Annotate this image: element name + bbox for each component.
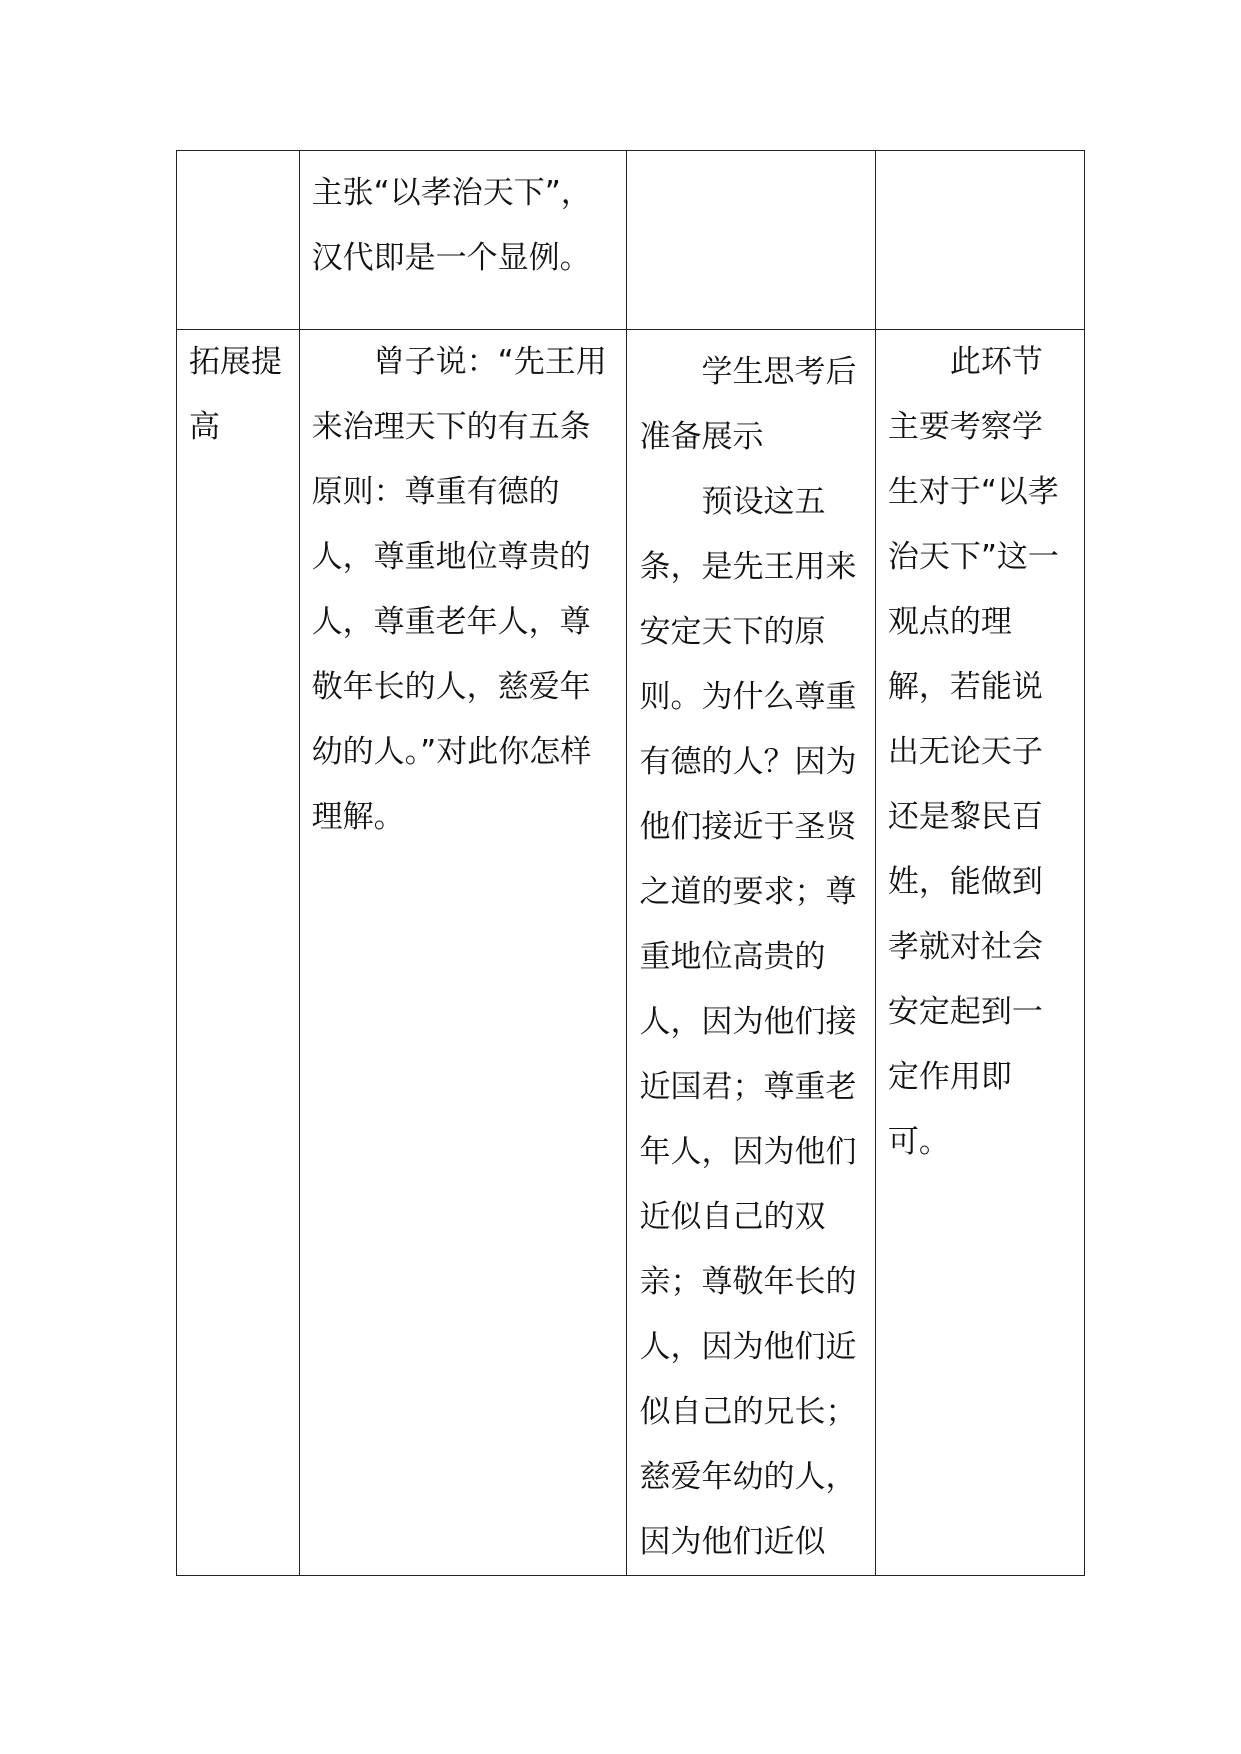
content-cell	[299, 330, 627, 1576]
table-row	[177, 151, 1085, 330]
stage-cell	[177, 151, 300, 330]
activity-text: 预设这五条，是先王用来安定天下的原则。为什么尊重有德的人？因为他们接近于圣贤之道的要求；尊重地位高贵的人，因为他们接近国君；尊重老年人，因为他们近似自己的双亲；尊敬年长的人，因为他们近似自己的兄长；慈爱年幼的人，因为他们近似	[639, 484, 857, 1560]
student-activity-cell	[627, 151, 875, 330]
stage-label: 拓展提高	[189, 344, 282, 445]
content-cell	[299, 151, 627, 330]
content-text: 曾子说：“先王用来治理天下的有五条原则：尊重有德的人，尊重地位尊贵的人，尊重老年人，尊敬年长的人，慈爱年幼的人。”对此你怎样理解。	[311, 344, 607, 835]
stage-cell	[177, 330, 300, 1576]
design-intent-cell	[875, 151, 1084, 330]
student-activity-cell	[627, 330, 875, 1576]
intent-text: 此环节主要考察学生对于“以孝治天下”这一观点的理解，若能说出无论天子还是黎民百姓，能做到孝就对社会安定起到一定作用即可。	[887, 344, 1059, 1160]
design-intent-cell	[875, 330, 1084, 1576]
lesson-plan-table	[176, 150, 1085, 1576]
activity-text: 学生思考后准备展示	[639, 354, 857, 455]
content-text: 主张“以孝治天下”，汉代即是一个显例。	[311, 175, 592, 276]
table-row	[177, 330, 1085, 1576]
